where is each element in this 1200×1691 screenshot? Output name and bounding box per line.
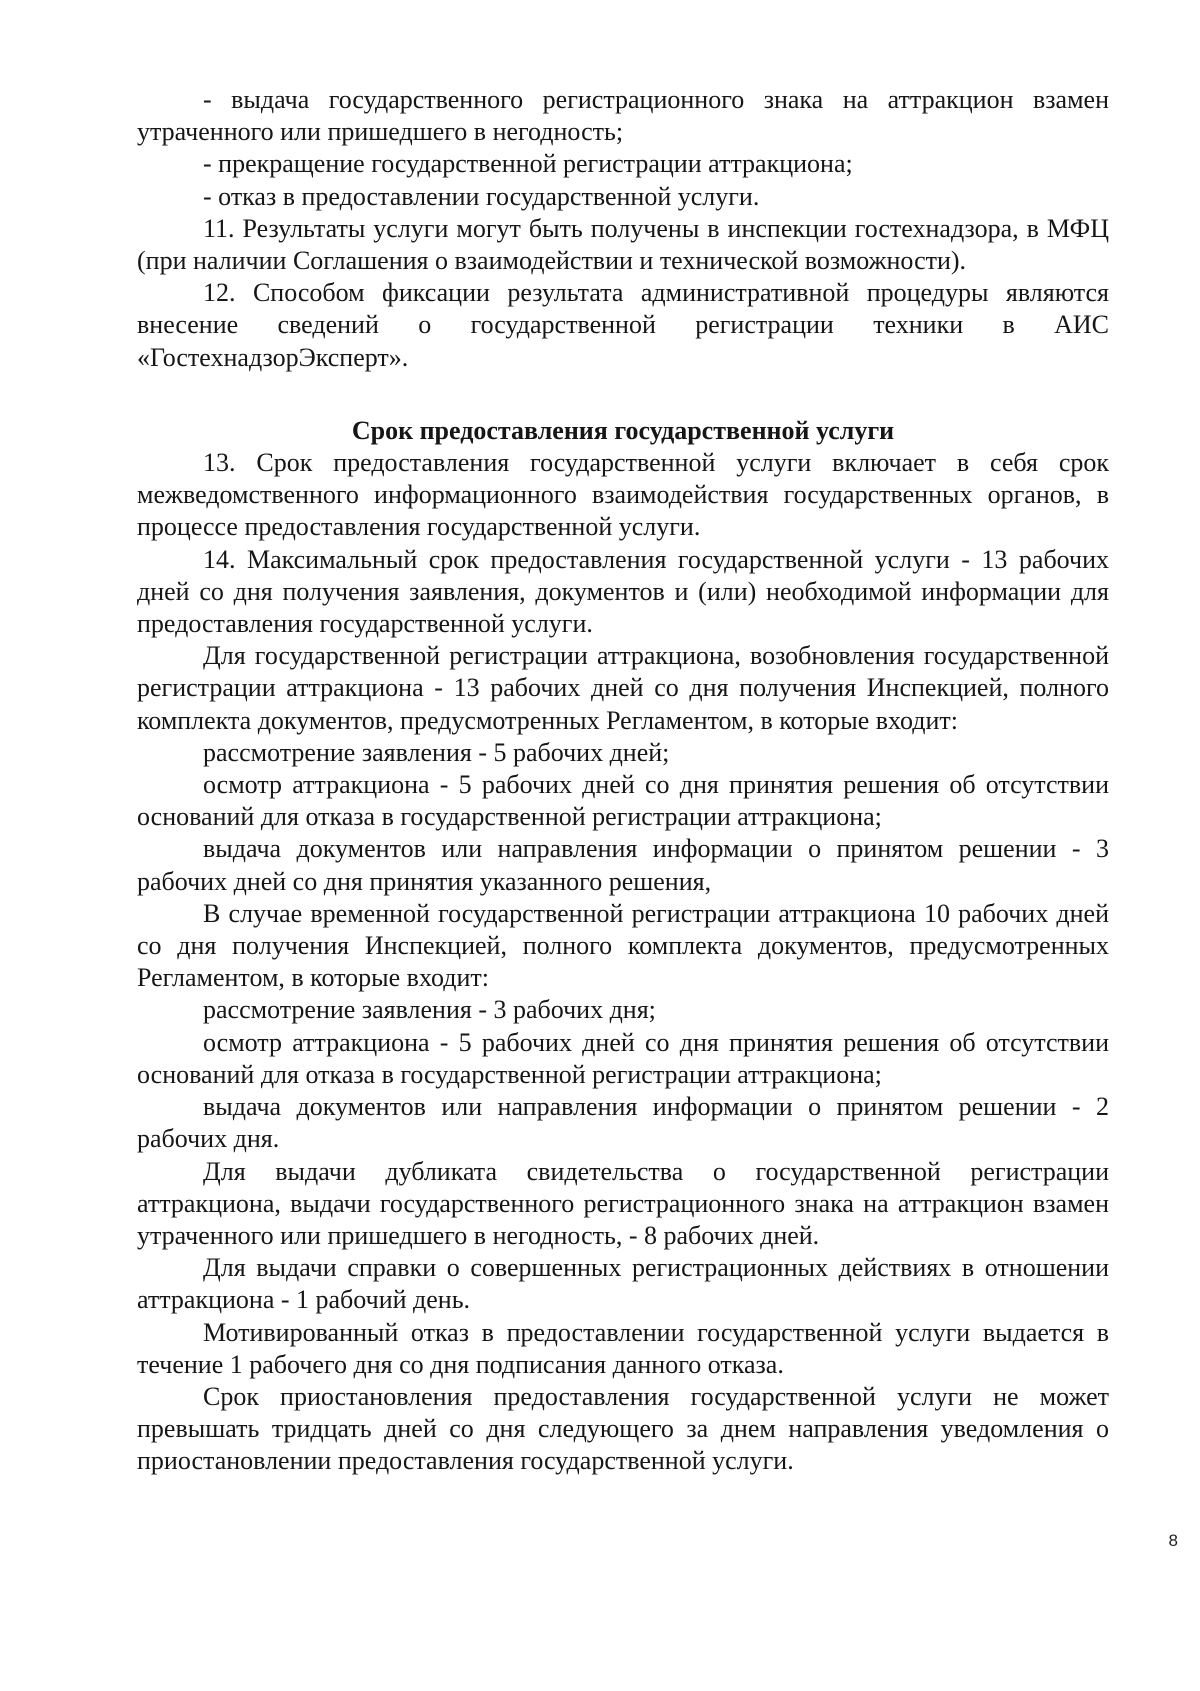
document-body [137, 84, 1109, 1478]
list-item: - прекращение государственной регистрации аттракциона; [203, 149, 853, 179]
temporary-registration-intro: В случае временной государственной регистрации аттракциона 10 рабочих дней со дня получения Инспекцией, полного комплекта документов, предусмотренных Регламентом, в которые входит: [137, 898, 1109, 993]
duplicate-paragraph: Для выдачи дубликата свидетельства о государственной регистрации аттракциона, выдачи государственного регистрационного знака на аттракцион взамен утраченного или пришедшего в негодность, - 8 рабочих дней. [137, 1156, 1109, 1250]
registration-intro: Для государственной регистрации аттракциона, возобновления государственной регистрации аттракциона - 13 рабочих дней со дня получения Инспекцией, полного комплекта документов, предусмотренных Регламентом, в которые входит: [137, 641, 1109, 735]
refusal-paragraph: Мотивированный отказ в предоставлении государственной услуги выдается в течение 1 рабочего дня со дня подписания данного отказа. [137, 1317, 1109, 1379]
temporary-registration-step: рассмотрение заявления - 3 рабочих дня; [203, 995, 656, 1025]
paragraph-11: 11. Результаты услуги могут быть получены в инспекции гостехнадзора, в МФЦ (при наличии Соглашения о взаимодействии и технической возможности). [137, 213, 1109, 276]
suspension-paragraph: Срок приостановления предоставления государственной услуги не может превышать тридцать дней со дня следующего за днем направления уведомления о приостановлении предоставления государственной услуги. [137, 1381, 1109, 1476]
certificate-paragraph: Для выдачи справки о совершенных регистрационных действиях в отношении аттракциона - 1 рабочий день. [137, 1253, 1109, 1315]
list-item: - выдача государственного регистрационного знака на аттракцион взамен утраченного или пришедшего в негодность; [137, 85, 1109, 147]
temporary-registration-step: выдача документов или направления информации о принятом решении - 2 рабочих дня. [137, 1092, 1109, 1154]
paragraph-14: 14. Максимальный срок предоставления государственной услуги - 13 рабочих дней со дня получения заявления, документов и (или) необходимой информации для предоставления государственной услуги. [137, 544, 1109, 639]
registration-step: рассмотрение заявления - 5 рабочих дней; [203, 737, 670, 767]
section-heading: Срок предоставления государственной услуги [351, 415, 895, 445]
temporary-registration-step: осмотр аттракциона - 5 рабочих дней со дня принятия решения об отсутствии оснований для отказа в государственной регистрации аттракциона; [137, 1027, 1109, 1089]
paragraph-12: 12. Способом фиксации результата административной процедуры являются внесение сведений о государственной регистрации техники в АИС «ГостехнадзорЭксперт». [137, 278, 1109, 372]
list-item: - отказ в предоставлении государственной услуги. [203, 181, 760, 211]
paragraph-13: 13. Срок предоставления государственной услуги включает в себя срок межведомственного информационного взаимодействия государственных органов, в процессе предоставления государственной услуги. [137, 448, 1109, 542]
registration-step: выдача документов или направления информации о принятом решении - 3 рабочих дней со дня принятия указанного решения, [137, 834, 1109, 896]
page-number: 8 [1168, 1531, 1178, 1550]
registration-step: осмотр аттракциона - 5 рабочих дней со дня принятия решения об отсутствии оснований для отказа в государственной регистрации аттракциона; [137, 770, 1109, 832]
